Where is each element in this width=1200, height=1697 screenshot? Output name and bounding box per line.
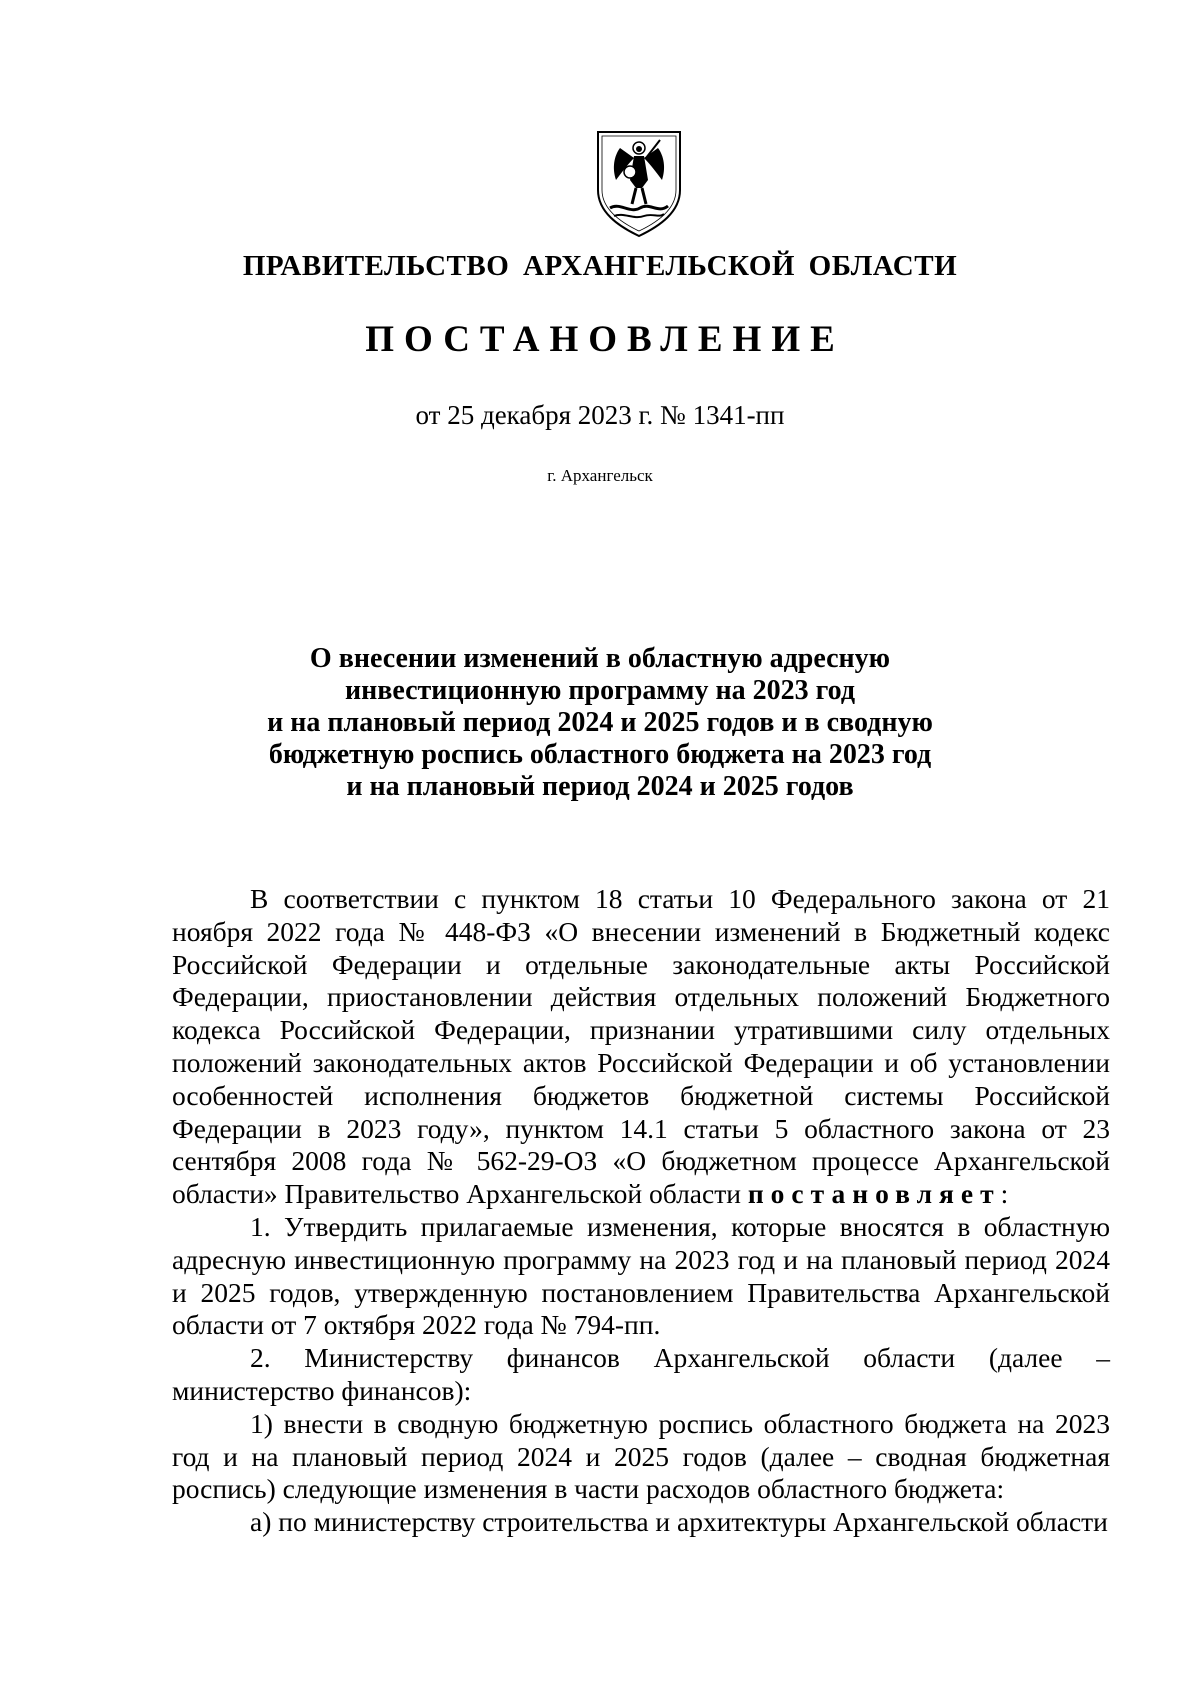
preamble-paragraph bbox=[172, 883, 1110, 1211]
item-1-paragraph: 1. Утвердить прилагаемые изменения, которые вносятся в областную адресную инвестиционную программу на 2023 год и на плановый период 2024 и 2025 годов, утвержденную постановлением Правительства Архангельской области от 7 октября 2022 года № 794-пп. bbox=[172, 1210, 1110, 1341]
preamble-text: В соответствии с пунктом 18 статьи 10 Федерального закона от 21 ноября 2022 года № 448-ФЗ «О внесении изменений в Бюджетный кодекс Российской Федерации и отдельные законодательные акты Российской Федерации, приостановлении действия отдельных положений Бюджетного кодекса Российской Федерации, признании утратившими силу отдельных положений законодательных актов Российской Федерации и об установлении особенностей исполнения бюджетов бюджетной системы Российской Федерации в 2023 году», пунктом 14.1 статьи 5 областного закона от 23 сентября 2008 года № 562-29-ОЗ «О бюджетном процессе Архангельской области» Правительство Архангельской области bbox=[172, 883, 1110, 1210]
document-type-title: ПОСТАНОВЛЕНИЕ bbox=[365, 319, 845, 360]
document-city: г. Архангельск bbox=[547, 466, 653, 485]
item-2-1-paragraph: 1) внести в сводную бюджетную роспись областного бюджета на 2023 год и на плановый период 2024 и 2025 годов (далее – сводная бюджетная роспись) следующие изменения в части расходов областного бюджета: bbox=[172, 1407, 1110, 1505]
document-date-number: от 25 декабря 2023 г. № 1341-пп bbox=[415, 400, 785, 430]
subject-line: бюджетную роспись областного бюджета на 2023 год bbox=[268, 739, 932, 770]
coat-of-arms-emblem bbox=[594, 128, 684, 240]
subject-line: и на плановый период 2024 и 2025 годов и в сводную bbox=[267, 707, 933, 738]
government-title: ПРАВИТЕЛЬСТВО АРХАНГЕЛЬСКОЙ ОБЛАСТИ bbox=[242, 250, 958, 282]
item-2-paragraph: 2. Министерству финансов Архангельской области (далее – министерство финансов): bbox=[172, 1342, 1110, 1406]
decree-word: постановляет bbox=[747, 1178, 1001, 1210]
subject-line: инвестиционную программу на 2023 год bbox=[344, 675, 856, 706]
subject-line: и на плановый период 2024 и 2025 годов bbox=[346, 771, 854, 802]
decree-colon: : bbox=[1000, 1178, 1009, 1210]
subject-line: О внесении изменений в областную адресную bbox=[309, 643, 891, 674]
document-subject bbox=[0, 643, 1200, 803]
item-2-1-a-paragraph: а) по министерству строительства и архитектуры Архангельской области bbox=[250, 1506, 1108, 1538]
document-body bbox=[172, 883, 1110, 1539]
